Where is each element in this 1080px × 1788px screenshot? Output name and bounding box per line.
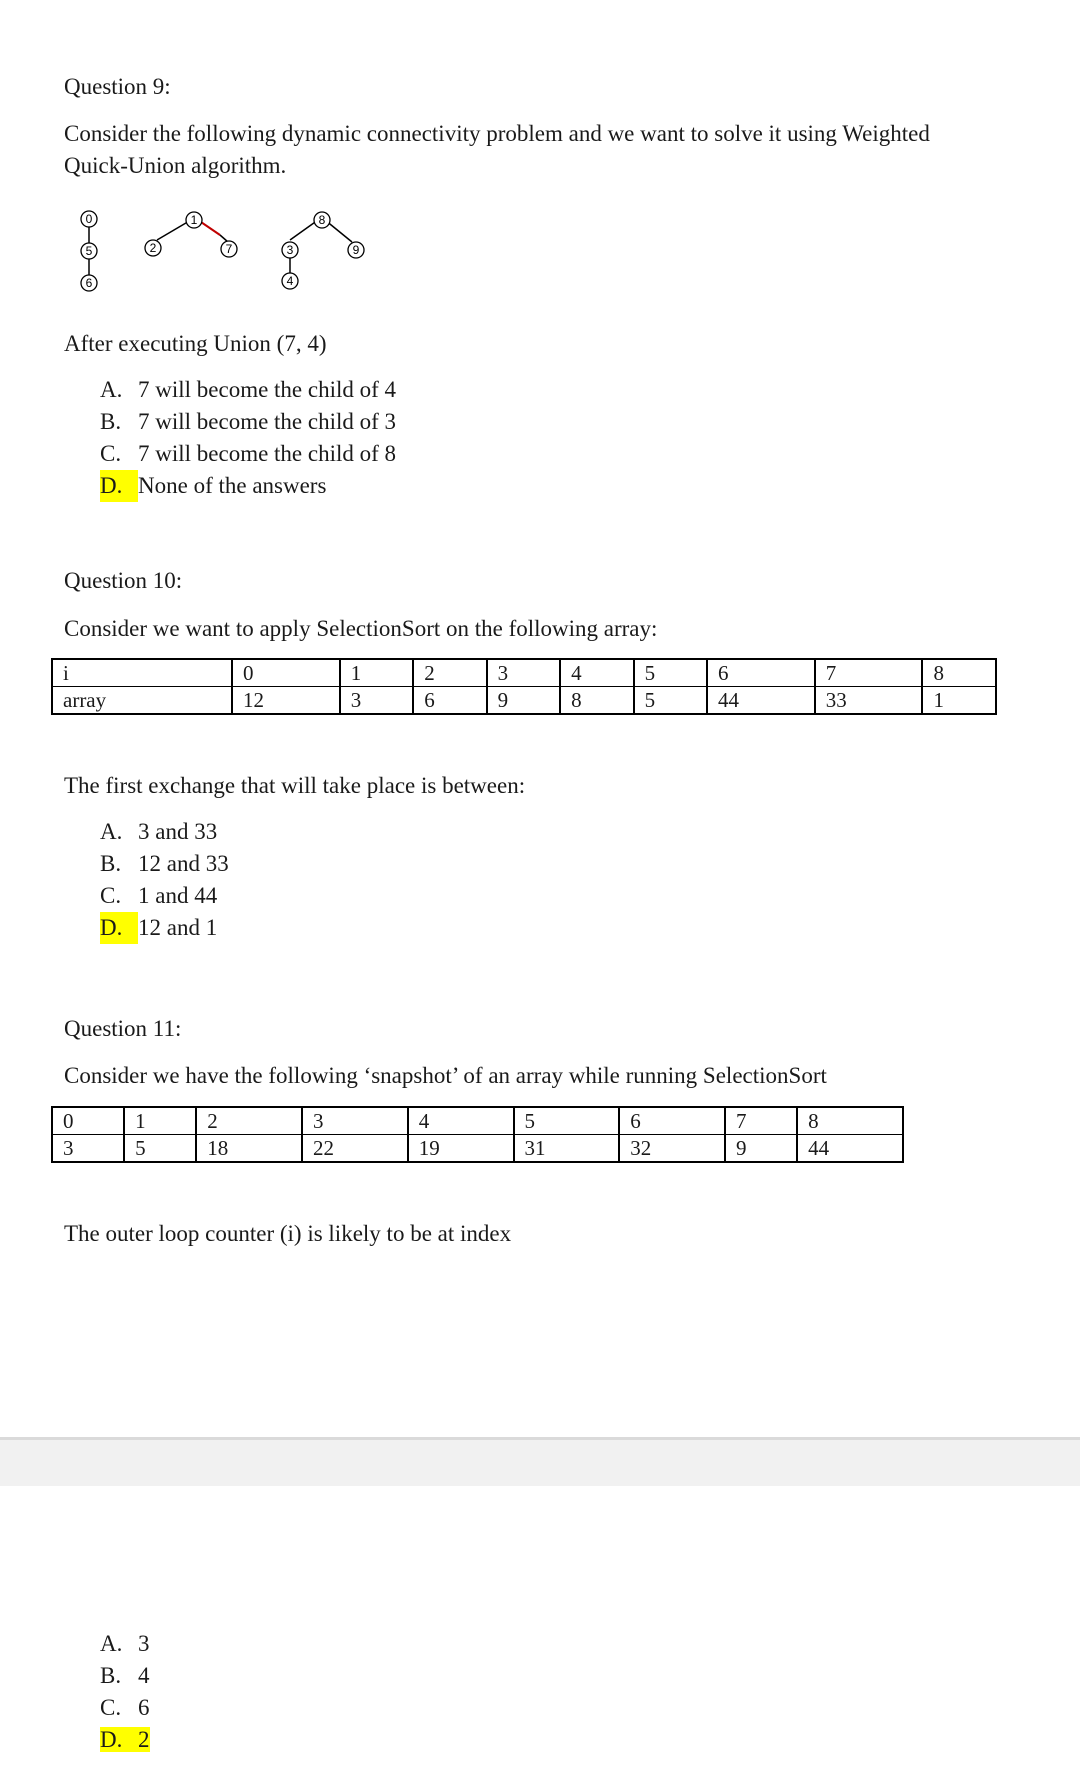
table-cell: 5 [124,1135,196,1163]
node-4 [282,273,298,289]
q10-title: Question 10: [64,568,183,593]
q10-option-d[interactable]: D. 12 and 1 [100,912,229,944]
table-cell: 6 [413,687,486,715]
svg-text:0: 0 [85,212,93,226]
q10-prompt: Consider we want to apply SelectionSort on the following array: [64,616,658,641]
table-cell: 22 [302,1135,408,1163]
node-0 [81,211,97,227]
q9-prompt-line2: Quick-Union algorithm. [64,153,287,178]
table-cell: 44 [797,1135,903,1163]
node-3 [282,242,298,258]
svg-text:9: 9 [352,243,360,257]
svg-text:8: 8 [318,213,326,227]
highlighted-answer: D. 2 [100,1727,150,1752]
svg-text:7: 7 [225,242,233,256]
table-cell: 4 [560,659,633,687]
q11-question: The outer loop counter (i) is likely to be at index [64,1221,512,1246]
q9-after-text: After executing Union (7, 4) [64,331,327,356]
union-find-forest-diagram [60,205,390,305]
table-cell: 8 [922,659,996,687]
q10-question: The first exchange that will take place is between: [64,773,526,798]
table-cell: 3 [340,687,413,715]
svg-text:1: 1 [190,213,198,227]
node-1 [186,212,202,228]
table-cell: 0 [232,659,340,687]
table-cell: 18 [196,1135,302,1163]
table-cell: array [52,687,232,715]
table-cell: 1 [922,687,996,715]
node-7 [221,241,237,257]
q9-option-d[interactable]: D. None of the answers [100,470,396,502]
table-cell: 0 [52,1107,124,1135]
q11-index-row [52,1107,903,1135]
table-cell: 1 [340,659,413,687]
q11-option-c[interactable]: C. 6 [100,1695,150,1720]
table-cell: 3 [302,1107,408,1135]
table-cell: 31 [514,1135,620,1163]
svg-text:4: 4 [286,274,294,288]
svg-text:3: 3 [286,243,294,257]
q9-option-b[interactable]: B. 7 will become the child of 3 [100,409,397,434]
q9-option-a[interactable]: A. 7 will become the child of 4 [100,377,397,402]
table-cell: 8 [560,687,633,715]
node-2 [145,240,161,256]
table-cell: 5 [514,1107,620,1135]
table-cell: 6 [707,659,815,687]
q10-option-b[interactable]: B. 12 and 33 [100,851,229,876]
q11-option-d[interactable] [100,1724,150,1756]
table-cell: 7 [815,659,923,687]
table-cell: 1 [124,1107,196,1135]
table-cell: 12 [232,687,340,715]
q11-title: Question 11: [64,1016,182,1041]
q9-option-c[interactable]: C. 7 will become the child of 8 [100,441,397,466]
highlighted-answer: D. [100,470,138,502]
q11-array-table [51,1106,904,1163]
table-cell: 9 [725,1135,797,1163]
q11-options [100,1628,150,1756]
q10-value-row [52,687,996,715]
q10-options [100,816,229,944]
table-cell: 6 [619,1107,725,1135]
node-9 [348,242,364,258]
table-cell: 3 [487,659,560,687]
page-separator [0,1437,1080,1486]
q10-option-c[interactable]: C. 1 and 44 [100,883,218,908]
table-cell: 32 [619,1135,725,1163]
table-cell: i [52,659,232,687]
table-cell: 8 [797,1107,903,1135]
edge-8-3 [290,220,318,240]
table-cell: 3 [52,1135,124,1163]
svg-text:2: 2 [149,241,157,255]
table-cell: 9 [487,687,560,715]
q9-prompt-line1: Consider the following dynamic connectivity problem and we want to solve it using Weighted [64,121,930,146]
table-cell: 33 [815,687,923,715]
node-8 [314,212,330,228]
svg-text:5: 5 [85,244,93,258]
table-cell: 5 [634,659,707,687]
q9-options [100,374,396,502]
highlighted-answer: D. [100,912,138,944]
table-cell: 5 [634,687,707,715]
table-cell: 4 [408,1107,514,1135]
table-cell: 44 [707,687,815,715]
q11-option-b[interactable]: B. 4 [100,1663,150,1688]
table-cell: 7 [725,1107,797,1135]
node-5 [81,243,97,259]
svg-text:6: 6 [85,276,93,290]
q11-value-row [52,1135,903,1163]
q9-title: Question 9: [64,74,171,99]
node-6 [81,275,97,291]
q10-option-a[interactable]: A. 3 and 33 [100,819,218,844]
q11-prompt: Consider we have the following ‘snapshot’ of an array while running SelectionSort [64,1063,827,1088]
q10-array-table [51,658,997,715]
q11-option-a[interactable]: A. 3 [100,1631,150,1656]
q10-index-row [52,659,996,687]
table-cell: 2 [413,659,486,687]
table-cell: 19 [408,1135,514,1163]
table-cell: 2 [196,1107,302,1135]
